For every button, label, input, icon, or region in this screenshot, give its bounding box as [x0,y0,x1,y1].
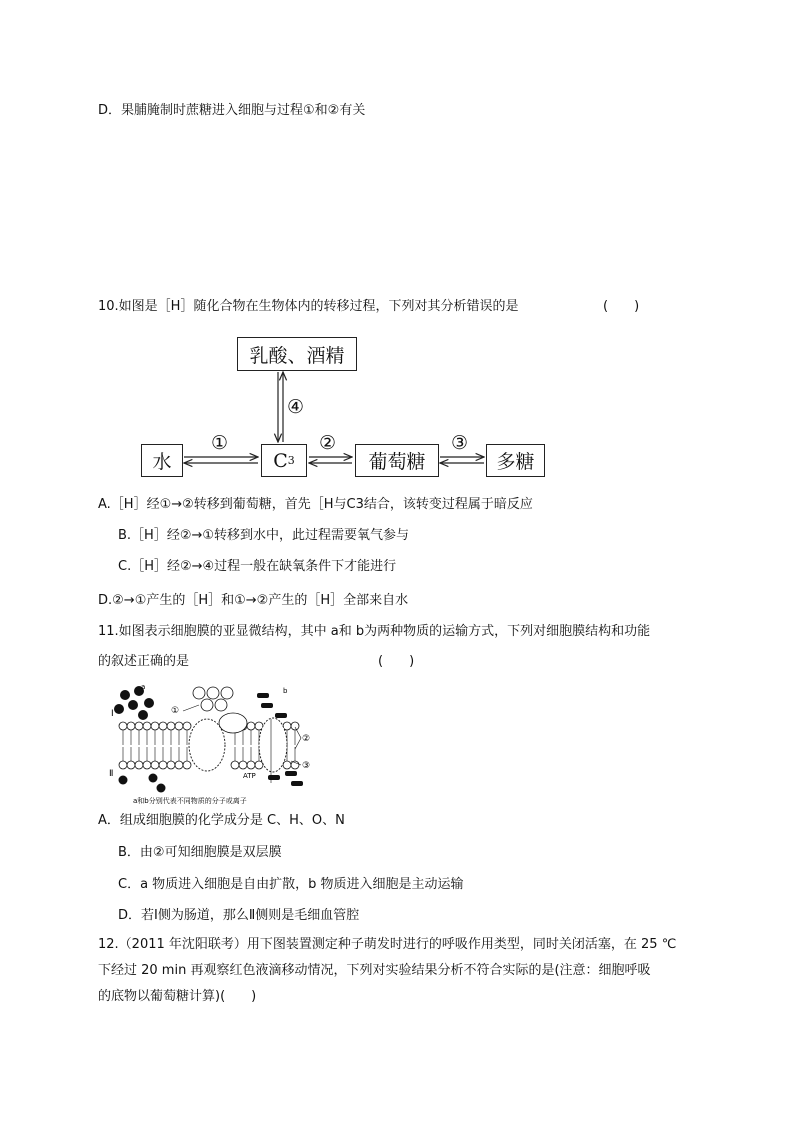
q12-stem-line3: 的底物以葡萄糖计算)( ) [98,989,257,1004]
q11-option-c: C．a 物质进入细胞是自由扩散，b 物质进入细胞是主动运输 [118,877,464,892]
label-structure-3: ③ [302,761,311,771]
substance-a-inside [119,774,166,793]
label-process-4: ④ [287,396,305,418]
q10-option-b: B.［H］经②→①转移到水中，此过程需要氧气参与 [118,528,410,543]
box-glucose: 葡萄糖 [355,444,439,477]
q11-option-d: D．若Ⅰ侧为肠道，那么Ⅱ侧则是毛细血管腔 [118,908,360,923]
label-b: b [283,687,288,695]
diagram-arrows [0,0,794,500]
label-side-I: Ⅰ [111,709,114,719]
q11-stem-line2: 的叙述正确的是 [98,654,190,669]
label-atp: ATP [243,772,256,780]
label-structure-2: ② [302,734,311,744]
q11-option-a: A．组成细胞膜的化学成分是 C、H、O、N [98,813,345,828]
q10-paren: ( ) [603,299,640,314]
label-side-II: Ⅱ [109,769,114,779]
q10-option-c: C.［H］经②→④过程一般在缺氧条件下才能进行 [118,559,397,574]
label-process-3: ③ [451,432,469,454]
box-polysaccharide: 多糖 [486,444,545,477]
c3-label: C [273,449,288,472]
q9-option-d: D．果脯腌制时蔗糖进入细胞与过程①和②有关 [98,103,366,118]
q11-option-b: B．由②可知细胞膜是双层膜 [118,845,282,860]
glycocalyx [193,687,233,711]
q10-option-d: D.②→①产生的［H］和①→②产生的［H］全部来自水 [98,593,409,608]
box-c3 [261,444,307,477]
figure-caption: a和b分别代表不同物质的分子或离子 [133,797,247,805]
label-structure-1: ① [171,706,180,716]
box-water: 水 [141,444,183,477]
label-a: a [141,683,146,691]
q12-stem-line1: 12.（2011 年沈阳联考）用下图装置测定种子萌发时进行的呼吸作用类型，同时关闭活塞，在 25 ℃ [98,937,677,952]
label-process-2: ② [319,432,337,454]
q10-option-a: A.［H］经①→②转移到葡萄糖，首先［H与C3结合，该转变过程属于暗反应 [98,497,533,512]
q12-stem-line2: 下经过 20 min 再观察红色液滴移动情况，下列对实验结果分析不符合实际的是(注意：细胞呼吸 [98,963,651,978]
q10-stem: 10.如图是［H］随化合物在生物体内的转移过程，下列对其分析错误的是 [98,299,519,314]
q11-paren: ( ) [378,654,415,669]
substance-a-molecules [114,686,154,720]
label-process-1: ① [211,432,229,454]
membrane-figure [103,683,333,808]
c3-subscript: 3 [287,454,295,467]
box-lactate-ethanol: 乳酸、酒精 [237,337,357,371]
membrane-protein-2 [259,718,287,772]
q10-diagram [0,0,794,500]
q11-stem-line1: 11.如图表示细胞膜的亚显微结构，其中 a和 b为两种物质的运输方式，下列对细胞膜结构和功能 [98,624,651,639]
membrane-protein-3 [219,713,247,733]
